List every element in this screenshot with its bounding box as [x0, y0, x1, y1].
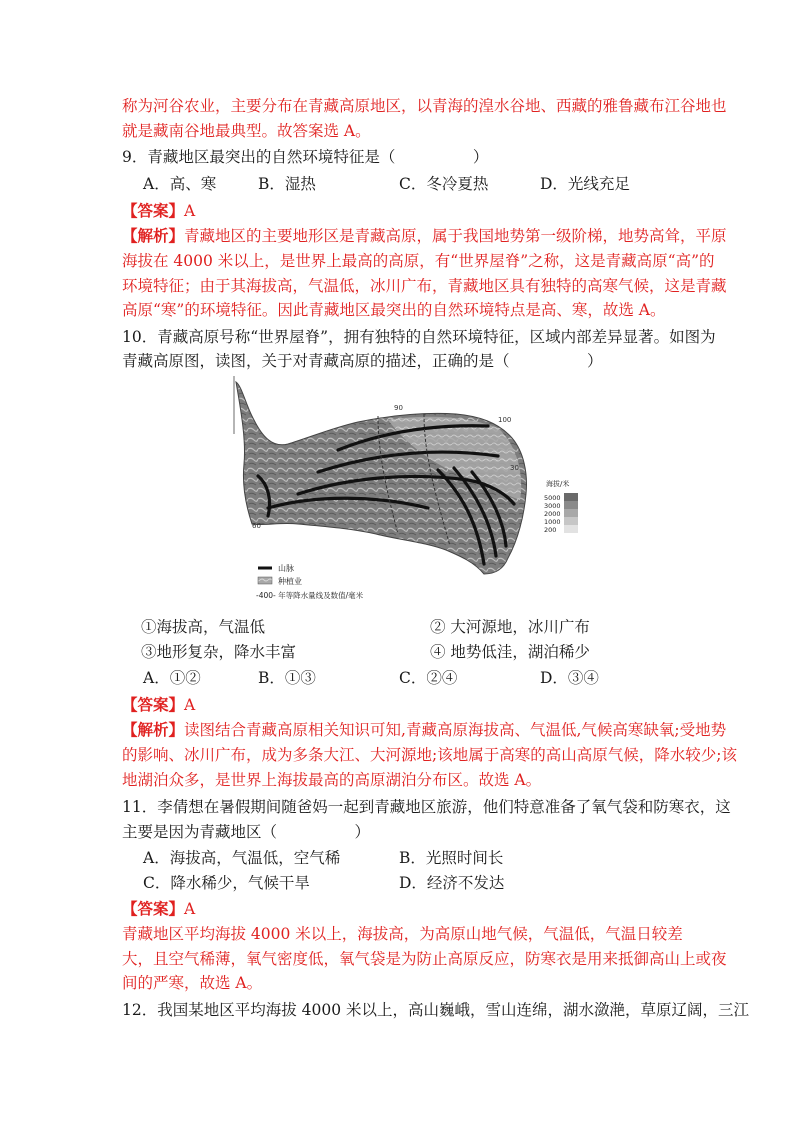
- q11-answer: [122, 899, 195, 919]
- map-svg: [228, 376, 592, 604]
- answer-tag: 【答案】: [122, 695, 185, 714]
- elevation-legend-title: 海拔/米: [546, 480, 570, 488]
- analysis-text: 读图结合青藏高原相关知识可知,青藏高原海拔高、气温低,气候高寒缺氧;受地势: [184, 721, 727, 739]
- q10-stem-line-2: 青藏高原图，读图，关于对青藏高原的描述，正确的是（ ）: [122, 352, 603, 370]
- answer-value: A: [184, 900, 196, 918]
- elevation-value-200: 200: [544, 526, 557, 534]
- q9-stem: 9．青藏地区最突出的自然环境特征是（ ）: [122, 148, 489, 166]
- elevation-value-3000: 3000: [544, 502, 561, 510]
- q9-option-d: D．光线充足: [540, 175, 630, 193]
- q9-analysis-line-1: [122, 226, 727, 246]
- qinghai-tibet-plateau-map: [228, 376, 592, 604]
- q10-statement-3: ③地形复杂，降水丰富: [141, 643, 297, 661]
- answer-tag: 【答案】: [122, 201, 185, 220]
- q11-analysis-line-1: 青藏地区平均海拔 4000 米以上，海拔高，为高原山地气候，气温低，气温日较差: [122, 925, 683, 943]
- prev-explanation-line-1: 称为河谷农业，主要分布在青藏高原地区，以青海的湟水谷地、西藏的雅鲁藏布江谷地也: [122, 97, 727, 115]
- longitude-label-90: 90: [394, 404, 403, 412]
- prev-explanation-line-2: 就是藏南谷地最典型。故答案选 A。: [122, 122, 371, 140]
- elevation-value-2000: 2000: [544, 510, 561, 518]
- q10-statement-1: ①海拔高，气温低: [141, 618, 266, 636]
- contour-label-60: 60: [252, 522, 261, 530]
- elevation-value-5000: 5000: [544, 494, 561, 502]
- q11-stem-line-2: 主要是因为青藏地区（ ）: [122, 823, 371, 841]
- q11-analysis-line-2: 大，且空气稀薄，氧气密度低，氧气袋是为防止高原反应，防寒衣是用来抵御高山上或夜: [122, 950, 727, 968]
- q10-option-d: D．③④: [540, 669, 599, 687]
- analysis-tag: 【解析】: [122, 720, 185, 739]
- q11-option-c: C．降水稀少，气候干旱: [143, 874, 310, 892]
- q12-stem: 12．我国某地区平均海拔 4000 米以上，高山巍峨，雪山连绵，湖水潋滟，草原辽阔，三江: [122, 1001, 750, 1019]
- analysis-tag: 【解析】: [122, 226, 185, 245]
- q9-option-a: A．高、寒: [143, 175, 217, 193]
- q10-analysis-line-2: 的影响、冰川广布，成为多条大江、大河源地;该地属于高寒的高山高原气候，降水较少;该: [122, 746, 737, 764]
- analysis-text: 青藏地区的主要地形区是青藏高原，属于我国地势第一级阶梯，地势高耸，平原: [184, 227, 727, 245]
- legend-mountain: 山脉: [278, 564, 294, 573]
- legend-farming: 种植业: [278, 577, 302, 586]
- q10-analysis-line-1: [122, 720, 726, 740]
- q10-statement-4: ④ 地势低洼，湖泊稀少: [430, 643, 590, 661]
- q9-analysis-line-2: 海拔在 4000 米以上，是世界上最高的高原，有“世界屋脊”之称，这是青藏高原“高”的: [122, 252, 715, 270]
- q10-option-c: C．②④: [399, 669, 458, 687]
- elevation-value-1000: 1000: [544, 518, 561, 526]
- q10-option-a: A．①②: [143, 669, 201, 687]
- q11-stem-line-1: 11．李倩想在暑假期间随爸妈一起到青藏地区旅游，他们特意准备了氧气袋和防寒衣，这: [122, 798, 731, 816]
- q9-answer: [122, 201, 195, 221]
- legend-rainfall-isoline: -400- 年等降水量线及数值/毫米: [256, 591, 364, 600]
- latitude-label-30: 30: [510, 464, 519, 472]
- q9-analysis-line-3: 环境特征；由于其海拔高，气温低，冰川广布，青藏地区具有独特的高寒气候，这是青藏: [122, 277, 727, 295]
- q9-option-b: B．湿热: [258, 175, 316, 193]
- q11-option-d: D．经济不发达: [399, 874, 505, 892]
- q11-option-a: A．海拔高，气温低，空气稀: [143, 849, 341, 867]
- q10-option-b: B．①③: [258, 669, 316, 687]
- answer-tag: 【答案】: [122, 899, 185, 918]
- q10-analysis-line-3: 地湖泊众多，是世界上海拔最高的高原湖泊分布区。故选 A。: [122, 771, 542, 789]
- answer-value: A: [184, 202, 196, 220]
- q10-stem-line-1: 10．青藏高原号称“世界屋脊”，拥有独特的自然环境特征，区域内部差异显著。如图为: [122, 328, 716, 346]
- answer-value: A: [184, 696, 196, 714]
- q9-analysis-line-4: 高原“寒”的环境特征。因此青藏地区最突出的自然环境特点是高、寒，故选 A。: [122, 301, 666, 319]
- q11-analysis-line-3: 间的严寒，故选 A。: [122, 974, 263, 992]
- q10-answer: [122, 695, 195, 715]
- q9-option-c: C．冬冷夏热: [399, 175, 489, 193]
- q10-statement-2: ② 大河源地，冰川广布: [430, 618, 590, 636]
- q11-option-b: B．光照时间长: [399, 849, 504, 867]
- longitude-label-100: 100: [498, 416, 512, 424]
